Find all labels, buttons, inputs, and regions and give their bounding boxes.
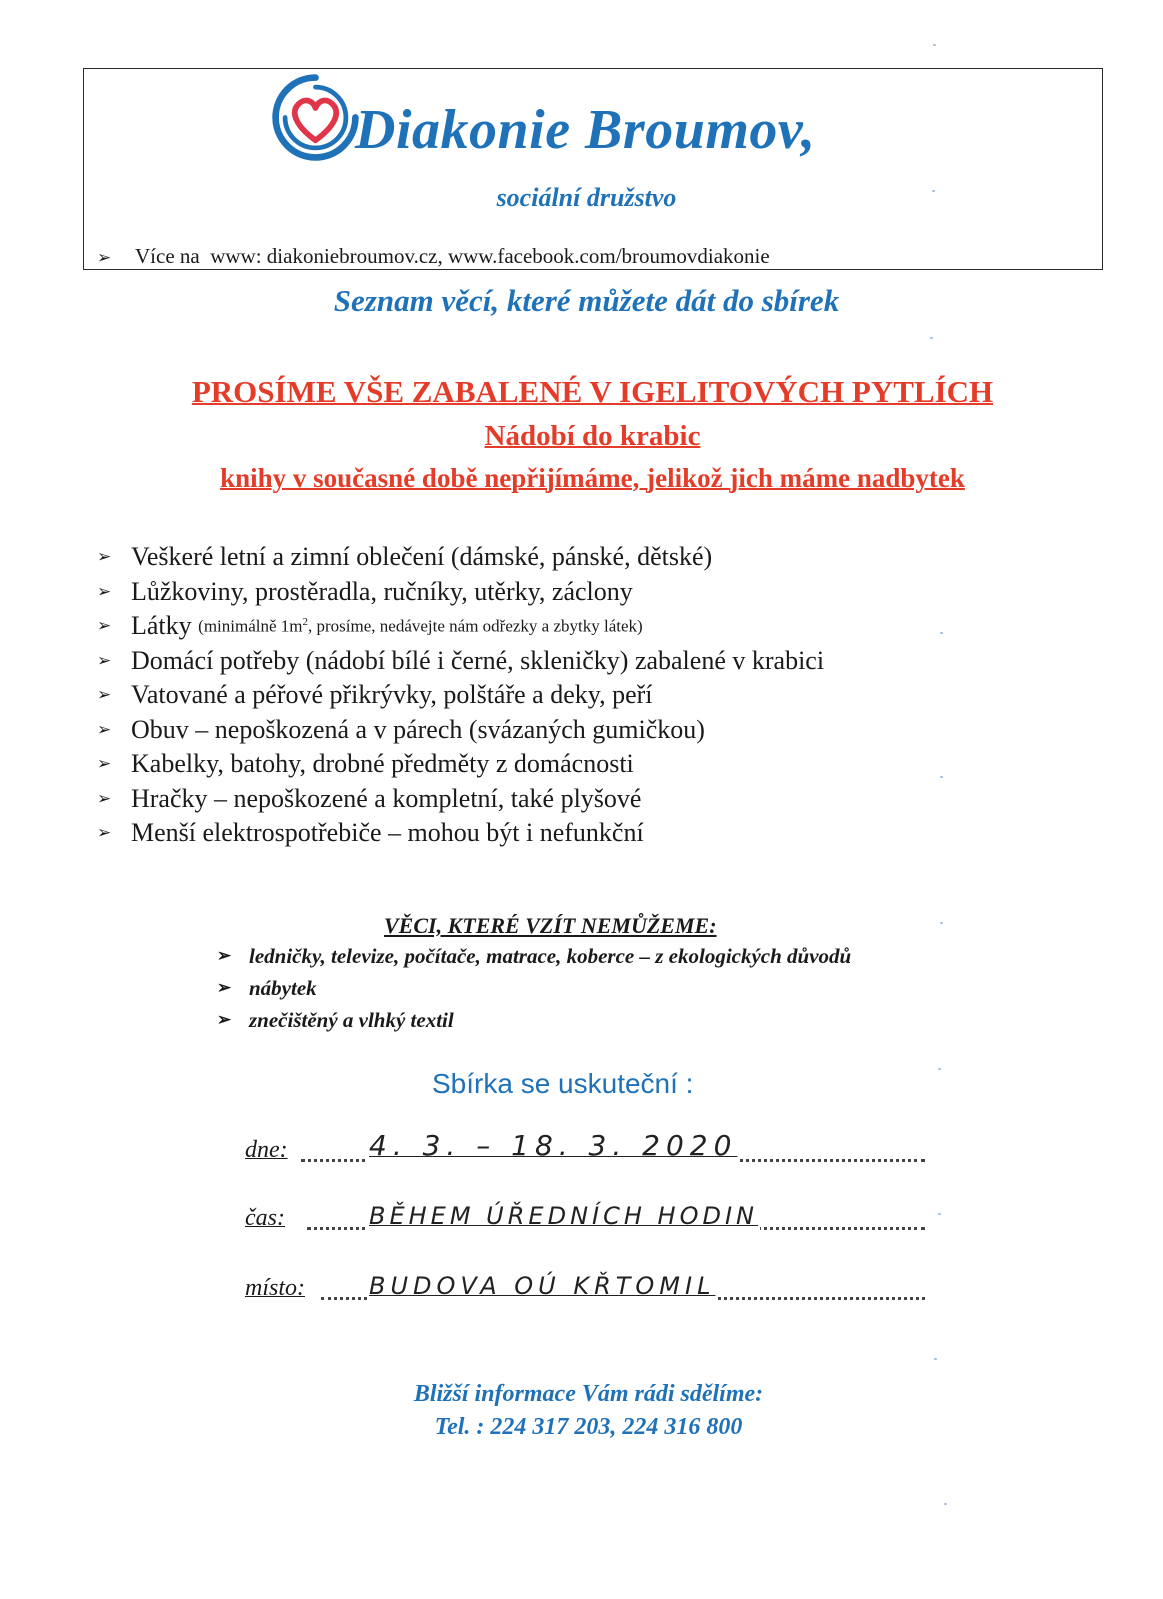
list-item: ➢ Vatované a péřové přikrývky, polštáře a deky, peří bbox=[97, 680, 653, 710]
scan-speck bbox=[944, 1503, 947, 1505]
scan-speck bbox=[934, 1358, 937, 1360]
list-item: ➢ znečištěný a vlhký textil bbox=[217, 1007, 454, 1032]
list-item: ➢ Kabelky, batohy, drobné předměty z domácnosti bbox=[97, 749, 634, 779]
scan-speck bbox=[933, 44, 936, 46]
place-field bbox=[245, 1262, 925, 1302]
cannot-accept-list bbox=[217, 940, 851, 1036]
arrow-bullet-icon: ➢ bbox=[97, 754, 112, 774]
time-value: BĚHEM ÚŘEDNÍCH HODIN bbox=[369, 1202, 758, 1230]
arrow-bullet-icon: ➢ bbox=[97, 823, 112, 843]
scan-speck bbox=[940, 922, 943, 924]
date-value: 4. 3. – 18. 3. 2020 bbox=[369, 1129, 738, 1162]
diakonie-logo-icon bbox=[268, 70, 363, 165]
list-item: ➢ Menší elektrospotřebiče – mohou být i nefunkční bbox=[97, 818, 644, 848]
notice-dishes: Nádobí do krabic bbox=[484, 420, 701, 452]
arrow-bullet-icon: ➢ bbox=[97, 719, 112, 739]
place-label: místo: bbox=[245, 1275, 305, 1301]
scan-speck bbox=[930, 337, 933, 339]
arrow-bullet-icon: ➢ bbox=[217, 1010, 232, 1029]
arrow-bullet-icon: ➢ bbox=[97, 685, 112, 705]
arrow-bullet-icon: ➢ bbox=[97, 650, 112, 670]
arrow-bullet-icon: ➢ bbox=[97, 616, 112, 636]
scan-speck bbox=[938, 1213, 941, 1215]
cannot-accept-title: VĚCI, KTERÉ VZÍT NEMŮŽEME: bbox=[384, 913, 717, 938]
collection-title: Sbírka se uskuteční : bbox=[432, 1068, 694, 1099]
arrow-bullet-icon: ➢ bbox=[217, 978, 232, 997]
list-item: ➢ Veškeré letní a zimní oblečení (dámské, pánské, dětské) bbox=[97, 542, 713, 572]
list-item: ➢ Hračky – nepoškozené a kompletní, také plyšové bbox=[97, 783, 642, 813]
time-field bbox=[245, 1192, 925, 1232]
fabric-note: (minimálně $1m^2$, prosíme, nedávejte nám odřezky a zbytky látek) bbox=[198, 615, 643, 636]
list-item: ➢ ledničky, televize, počítače, matrace, koberce – z ekologických důvodů bbox=[217, 943, 852, 968]
accepted-items-list bbox=[97, 540, 824, 851]
arrow-bullet-icon: ➢ bbox=[97, 788, 112, 808]
scan-speck bbox=[940, 632, 943, 634]
web-line bbox=[97, 244, 770, 269]
org-subtitle: sociální družstvo bbox=[496, 183, 677, 212]
scan-speck bbox=[932, 190, 935, 192]
list-title: Seznam věcí, které můžete dát do sbírek bbox=[333, 283, 840, 318]
date-field bbox=[245, 1124, 925, 1164]
list-item: ➢ Domácí potřeby (nádobí bílé i černé, skleničky) zabalené v krabici bbox=[97, 645, 825, 675]
arrow-bullet-icon: ➢ bbox=[97, 581, 112, 601]
arrow-bullet-icon: ➢ bbox=[217, 946, 232, 965]
list-item: ➢ Látky (minimálně $1m^2$, prosíme, nedávejte nám odřezky a zbytky látek) bbox=[97, 611, 643, 641]
scan-speck bbox=[938, 1068, 941, 1070]
notice-books: knihy v současné době nepřijímáme, jelikož jich máme nadbytek bbox=[220, 463, 965, 493]
list-item: ➢ Lůžkoviny, prostěradla, ručníky, utěrky, záclony bbox=[97, 576, 633, 606]
list-item: ➢ nábytek bbox=[217, 975, 317, 1000]
arrow-bullet-icon: ➢ bbox=[97, 547, 112, 567]
web-links: www: diakoniebroumov.cz, www.facebook.com/broumovdiakonie bbox=[210, 244, 770, 268]
arrow-bullet-icon: ➢ bbox=[97, 248, 112, 267]
scan-speck bbox=[940, 776, 943, 778]
org-name: Diakonie Broumov, bbox=[355, 99, 816, 161]
web-prefix: Více na bbox=[135, 244, 200, 268]
date-label: dne: bbox=[245, 1137, 288, 1163]
contact-info: Bližší informace Vám rádi sdělíme: bbox=[413, 1381, 764, 1407]
place-value: BUDOVA OÚ KŘTOMIL bbox=[369, 1272, 716, 1300]
list-item: ➢ Obuv – nepoškozená a v párech (svázaných gumičkou) bbox=[97, 714, 705, 744]
contact-phone: Tel. : 224 317 203, 224 316 800 bbox=[434, 1414, 743, 1440]
time-label: čas: bbox=[245, 1205, 285, 1231]
notice-bags: PROSÍME VŠE ZABALENÉ V IGELITOVÝCH PYTLÍCH bbox=[191, 374, 994, 409]
